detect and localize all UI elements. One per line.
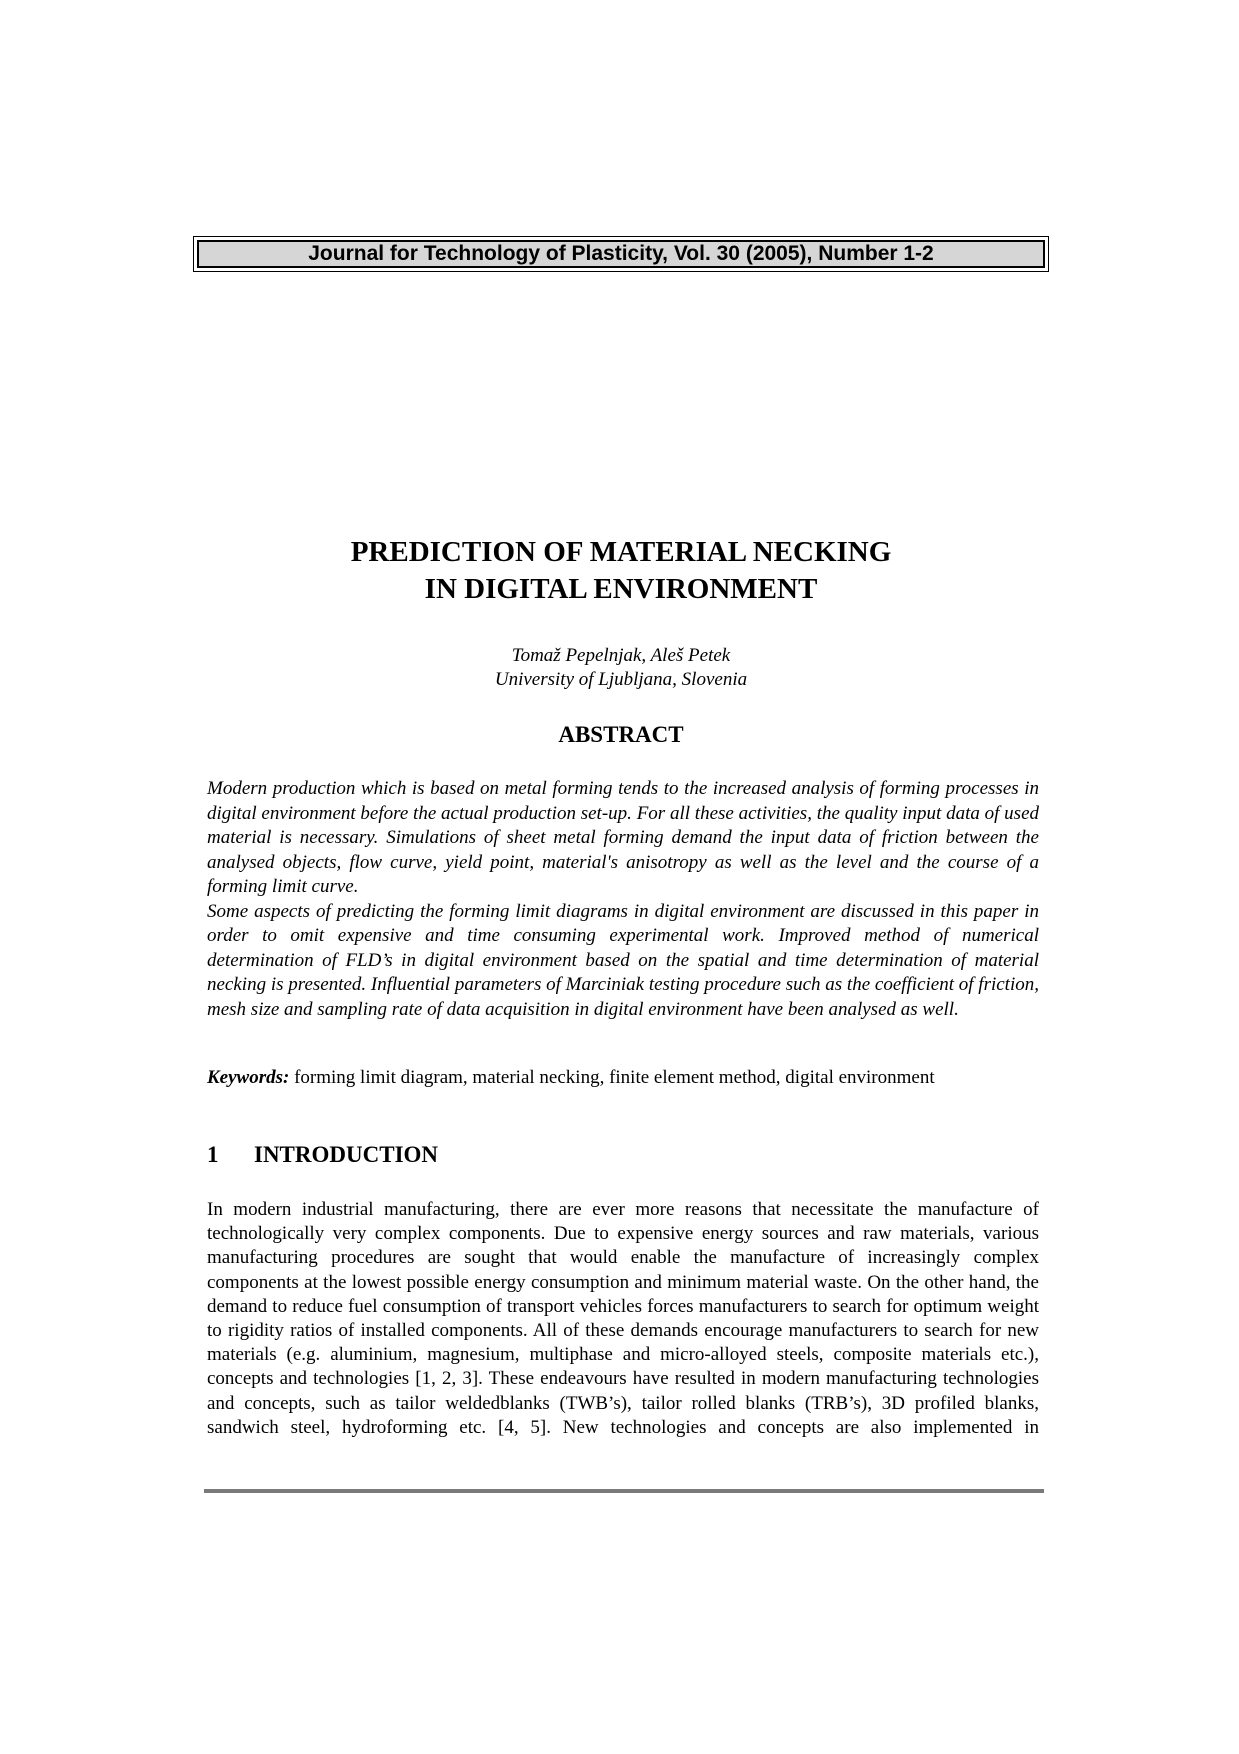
introduction-paragraph: In modern industrial manufacturing, there are ever more reasons that necessitate the manufacture of technologically very complex components. Due to expensive energy sources and raw materials, various manufacturing procedures are sought that would enable the manufacture of increasingly complex components at the lowest possible energy consumption and minimum material waste. On the other hand, the demand to reduce fuel consumption of transport vehicles forces manufacturers to search for optimum weight to rigidity ratios of installed components. All of these demands encourage manufacturers to search for new materials (e.g. aluminium, magnesium, multiphase and micro-alloyed steels, composite materials etc.), concepts and technologies [1, 2, 3]. These endeavours have resulted in modern manufacturing technologies and concepts, such as tailor weldedblanks (TWB’s), tailor rolled blanks (TRB’s), 3D profiled blanks, sandwich steel, hydroforming etc. [4, 5]. New technologies and concepts are also implemented in	[207, 1199, 1039, 1438]
abstract-paragraph-2: Some aspects of predicting the forming limit diagrams in digital environment are discussed in this paper in order to omit expensive and time consuming experimental work. Improved method of numerical determination of FLD’s in digital environment based on the spatial and time determination of material necking is presented. Influential parameters of Marciniak testing procedure such as the coefficient of friction, mesh size and sampling rate of data acquisition in digital environment have been analysed as well.	[207, 900, 1039, 1020]
paper-title	[193, 534, 1049, 608]
keywords	[207, 1066, 1047, 1090]
keywords-label: Keywords:	[207, 1067, 290, 1088]
section-number: 1	[207, 1142, 219, 1167]
footer-rule	[204, 1489, 1044, 1493]
abstract-heading: ABSTRACT	[558, 722, 684, 747]
journal-header: Journal for Technology of Plasticity, Vol. 30 (2005), Number 1-2	[197, 240, 1045, 268]
paper-title-line-1: PREDICTION OF MATERIAL NECKING	[350, 536, 892, 568]
section-title: INTRODUCTION	[254, 1142, 439, 1167]
paper-title-line-2: IN DIGITAL ENVIRONMENT	[424, 573, 818, 605]
introduction-body	[207, 1198, 1039, 1440]
abstract-paragraph-1: Modern production which is based on metal forming tends to the increased analysis of forming processes in digital environment before the actual production set-up. For all these activities, the quality input data of used material is necessary. Simulations of sheet metal forming demand the input data of friction between the analysed objects, flow curve, yield point, material's anisotropy as well as the level and the course of a forming limit curve.	[207, 778, 1039, 897]
journal-header-box	[193, 236, 1049, 272]
keywords-text: forming limit diagram, material necking, finite element method, digital environment	[294, 1067, 935, 1088]
authors: Tomaž Pepelnjak, Aleš Petek	[511, 645, 731, 666]
section-heading-introduction	[207, 1142, 438, 1168]
abstract-body	[207, 777, 1039, 1022]
affiliation: University of Ljubljana, Slovenia	[494, 669, 748, 690]
author-block	[193, 644, 1049, 692]
